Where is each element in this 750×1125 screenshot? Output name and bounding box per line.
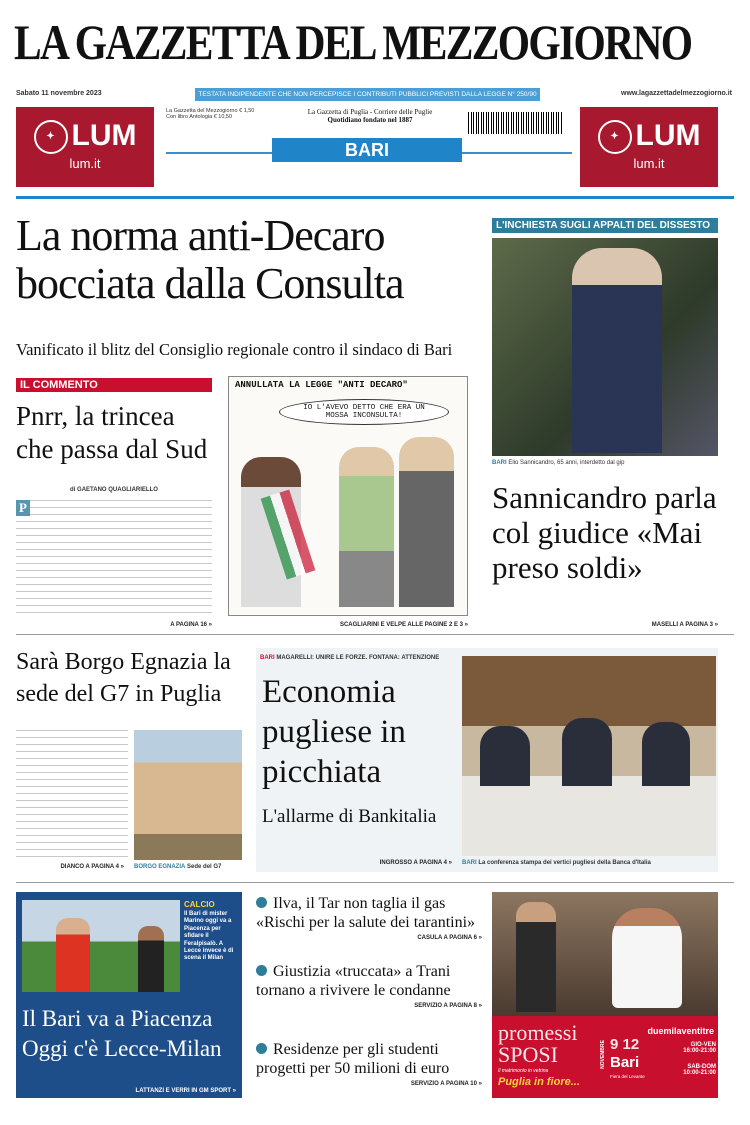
header-rule: [16, 196, 734, 199]
commento-ref[interactable]: A PAGINA 16 »: [170, 622, 212, 628]
website: www.lagazzettadelmezzogiorno.it: [621, 90, 732, 97]
economia-deck: L'allarme di Bankitalia: [262, 806, 437, 827]
sannicandro-photo: [492, 238, 718, 456]
sposi-dates: 9 12: [610, 1036, 640, 1053]
inchiesta-ref[interactable]: MASELLI A PAGINA 3 »: [651, 622, 718, 628]
calcio-blurb: Il Bari di mister Marino oggi va a Piacenza per sfidare il Feralpisalò. A Lecce invece è di scena il Milan: [184, 911, 234, 962]
lead-headline[interactable]: La norma anti-Decaro bocciata dalla Consulta: [16, 211, 404, 308]
tagline: TESTATA INDIPENDENTE CHE NON PERCEPISCE I CONTRIBUTI PUBBLICI PREVISTI DALLA LEGGE N° 250/90: [195, 88, 540, 101]
cartoon-caption: ANNULLATA LA LEGGE "ANTI DECARO": [235, 380, 408, 390]
calcio-ref: LATTANZI E VERRI IN GM SPORT »: [135, 1088, 236, 1094]
lum-ad-left[interactable]: [16, 107, 154, 187]
divider: [462, 152, 572, 154]
bankitalia-photo: [462, 656, 716, 856]
sposi-region: Puglia in fiore...: [498, 1076, 580, 1088]
cartoon-ref[interactable]: SCAGLIARINI E VELPE ALLE PAGINE 2 E 3 »: [339, 622, 468, 628]
lum-site: lum.it: [633, 156, 665, 172]
commento-body: P: [16, 500, 212, 615]
subtitle: La Gazzetta di Puglia - Corriere delle Puglie Quotidiano fondato nel 1887: [307, 108, 433, 124]
issue-date: Sabato 11 novembre 2023: [16, 90, 102, 97]
sposi-city: Bari: [610, 1054, 640, 1071]
divider: [166, 152, 272, 154]
calcio-box[interactable]: [16, 892, 242, 1098]
inchiesta-kicker: L'INCHIESTA SUGLI APPALTI DEL DISSESTO: [492, 218, 718, 233]
economia-ref[interactable]: INGROSSO A PAGINA 4 »: [379, 860, 452, 866]
sposi-hours-2: SAB-DOM 10:00-21:00: [683, 1064, 716, 1076]
brief-1[interactable]: Ilva, il Tar non taglia il gas «Rischi per la salute dei tarantini» CASULA A PAGINA 6 »: [256, 895, 482, 941]
lum-ad-right[interactable]: [580, 107, 718, 187]
inchiesta-caption: BARI Elio Sannicandro, 65 anni, interdetto dal gip: [492, 460, 625, 466]
sposi-month: NOVEMBRE: [600, 1040, 606, 1069]
cartoon: [228, 376, 468, 616]
bullet-icon: [256, 1043, 267, 1054]
commento-kicker: IL COMMENTO: [16, 378, 212, 392]
inchiesta-headline[interactable]: Sannicandro parla col giudice «Mai preso soldi»: [492, 480, 717, 585]
commento-byline: di GAETANO QUAGLIARIELLO: [70, 487, 158, 493]
lum-seal-icon: ✦: [34, 120, 68, 154]
section-rule: [16, 882, 734, 883]
sposi-tagline: Il matrimonio in vetrina: [498, 1068, 549, 1074]
borgo-egnazia-photo: [134, 730, 242, 860]
g7-body: [16, 730, 128, 860]
sposi-hours-1: GIO-VEN 16:00-21:00: [683, 1042, 716, 1054]
g7-ref[interactable]: DIANCO A PAGINA 4 »: [60, 864, 124, 870]
sposi-year: duemilaventitre: [647, 1026, 714, 1036]
brief-2[interactable]: Giustizia «truccata» a Trani tornano a rivivere le condanne SERVIZIO A PAGINA 8 »: [256, 963, 482, 1009]
calcio-kicker: CALCIO: [184, 900, 215, 909]
city-edition: BARI: [272, 138, 462, 162]
sposi-photo: [492, 892, 718, 1016]
lum-logo: ✦ LUM: [580, 119, 718, 154]
barcode: [468, 112, 563, 134]
economia-caption: BARI La conferenza stampa dei vertici pugliesi della Banca d'Italia: [462, 860, 651, 866]
masthead-title: LA GAZZETTA DEL MEZZOGIORNO: [14, 14, 692, 70]
g7-caption: BORGO EGNAZIA Sede del G7: [134, 864, 222, 870]
commento-headline[interactable]: Pnrr, la trincea che passa dal Sud: [16, 401, 208, 464]
economia-headline[interactable]: Economia pugliese in picchiata: [262, 674, 406, 790]
g7-headline[interactable]: Sarà Borgo Egnazia la sede del G7 in Puglia: [16, 649, 231, 707]
calcio-headline: Il Bari va a Piacenza Oggi c'è Lecce-Milan: [22, 1006, 222, 1061]
brief-3[interactable]: Residenze per gli studenti progetti per 50 milioni di euro SERVIZIO A PAGINA 10 »: [256, 1041, 482, 1087]
lead-deck: Vanificato il blitz del Consiglio regionale contro il sindaco di Bari: [16, 340, 453, 359]
economia-kicker: BARI MAGARELLI: UNIRE LE FORZE. FONTANA: ATTENZIONE: [260, 655, 440, 661]
lum-seal-icon: ✦: [598, 120, 632, 154]
sposi-brand: promessi SPOSI: [498, 1020, 578, 1067]
calcio-photo: [22, 900, 180, 992]
bullet-icon: [256, 965, 267, 976]
lum-site: lum.it: [69, 156, 101, 172]
promessi-sposi-ad[interactable]: [492, 892, 718, 1098]
price-info: La Gazzetta del Mezzogiorno € 1,50 Con libro Antologia € 10,50: [166, 108, 255, 120]
cartoon-speech: IO L'AVEVO DETTO CHE ERA UN MOSSA INCONSULTA!: [279, 399, 449, 425]
lum-logo: ✦ LUM: [16, 119, 154, 154]
section-rule: [16, 634, 734, 635]
bullet-icon: [256, 897, 267, 908]
sposi-venue: Fiera del Levante: [610, 1074, 645, 1079]
